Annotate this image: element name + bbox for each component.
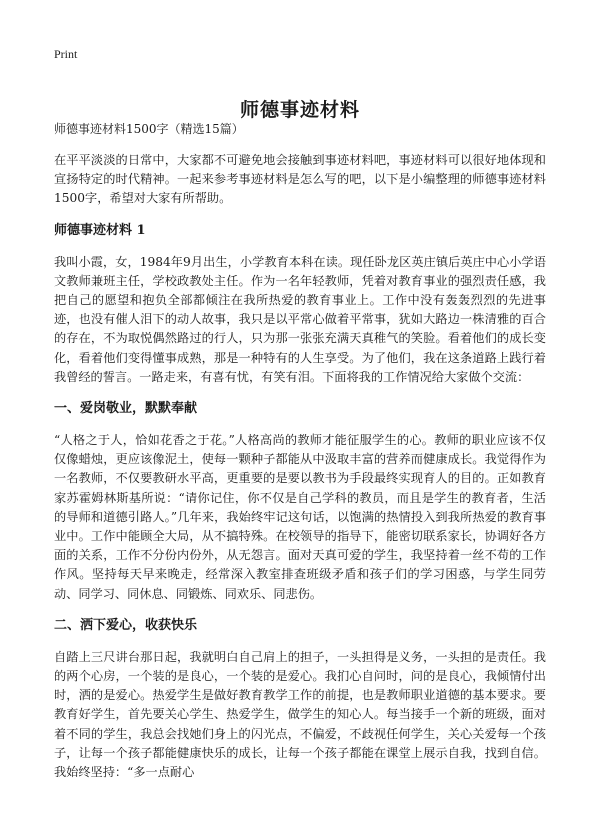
body-paragraph-3: 自踏上三尺讲台那日起，我就明白自己肩上的担子，一头担得是义务，一头担的是责任。我的两个心房，一个装的是良心，一个装的是爱心。我扪心自问时，问的是良心，我倾情付出时，洒的是爱心。热爱学生是做好教育教学工作的前提，也是教师职业道德的基本要求。要教育好学生，首先要关心学生、热爱学生，做学生的知心人。每当接手一个新的班级，面对着不同的学生，我总会找她们身上的闪光点，不偏爱，不歧视任何学生，关心关爱每一个孩子，让每一个孩子都能健康快乐的成长，让每一个孩子都能在课堂上展示自我，找到自信。我始终坚持：“多一点耐心: [54, 649, 546, 780]
section-heading-2: 二、洒下爱心，收获快乐: [54, 617, 198, 633]
article-heading: 师德事迹材料 1: [54, 222, 146, 238]
document-subtitle: 师德事迹材料1500字（精选15篇）: [54, 122, 244, 136]
document-body: [54, 121, 546, 795]
section-heading-1: 一、爱岗敬业，默默奉献: [54, 401, 198, 417]
body-paragraph-1: 我叫小霞，女，1984年9月出生，小学教育本科在读。现任卧龙区英庄镇后英庄中心小学语文教师兼班主任，学校政教处主任。作为一名年轻教师，凭着对教育事业的强烈责任感，我把自己的愿望和抱负全部都倾注在我所热爱的教育事业上。工作中没有轰轰烈烈的先进事迹，也没有催人泪下的动人故事，我只是以平常心做着平常事，犹如大路边一株清雅的百合的存在，不为取悦偶然路过的行人，只为那一张张充满天真稚气的笑脸。看着他们的成长变化，看着他们变得懂事成熟，那是一种特有的人生享受。为了他们，我在这条道路上践行着我曾经的誓言。一路走来，有喜有忧，有笑有泪。下面将我的工作情况给大家做个交流：: [54, 254, 546, 384]
intro-paragraph: 在平平淡淡的日常中，大家都不可避免地会接触到事迹材料吧，事迹材料可以很好地体现和宣扬特定的时代精神。一起来参考事迹材料是怎么写的吧，以下是小编整理的师德事迹材料1500字，希望对大家有所帮助。: [54, 153, 546, 206]
print-link[interactable]: Print: [54, 47, 78, 61]
page-title: 师德事迹材料: [239, 98, 360, 121]
body-paragraph-2: “人格之于人，恰如花香之于花。”人格高尚的教师才能征服学生的心。教师的职业应该不仅仅像蜡烛，更应该像泥土，使每一颗种子都能从中汲取丰富的营养而健康成长。我觉得作为一名教师，不仅要教研水平高，更重要的是要以教书为手段最终实现育人的目的。正如教育家苏霍姆林斯基所说：“请你记住，你不仅是自己学科的教员，而且是学生的教育者，生活的导师和道德引路人。”几年来，我始终牢记这句话，以饱满的热情投入到我所热爱的教育事业中。工作中能顾全大局，从不搞特殊。在校领导的指导下，能密切联系家长，协调好各方面的关系，工作不分份内份外，从无怨言。面对天真可爱的学生，我坚持着一丝不苟的工作作风。坚持每天早来晚走，经常深入教室排查班级矛盾和孩子们的学习困惑，与学生同劳动、同学习、同休息、同锻炼、同欢乐、同悲伤。: [54, 433, 546, 601]
